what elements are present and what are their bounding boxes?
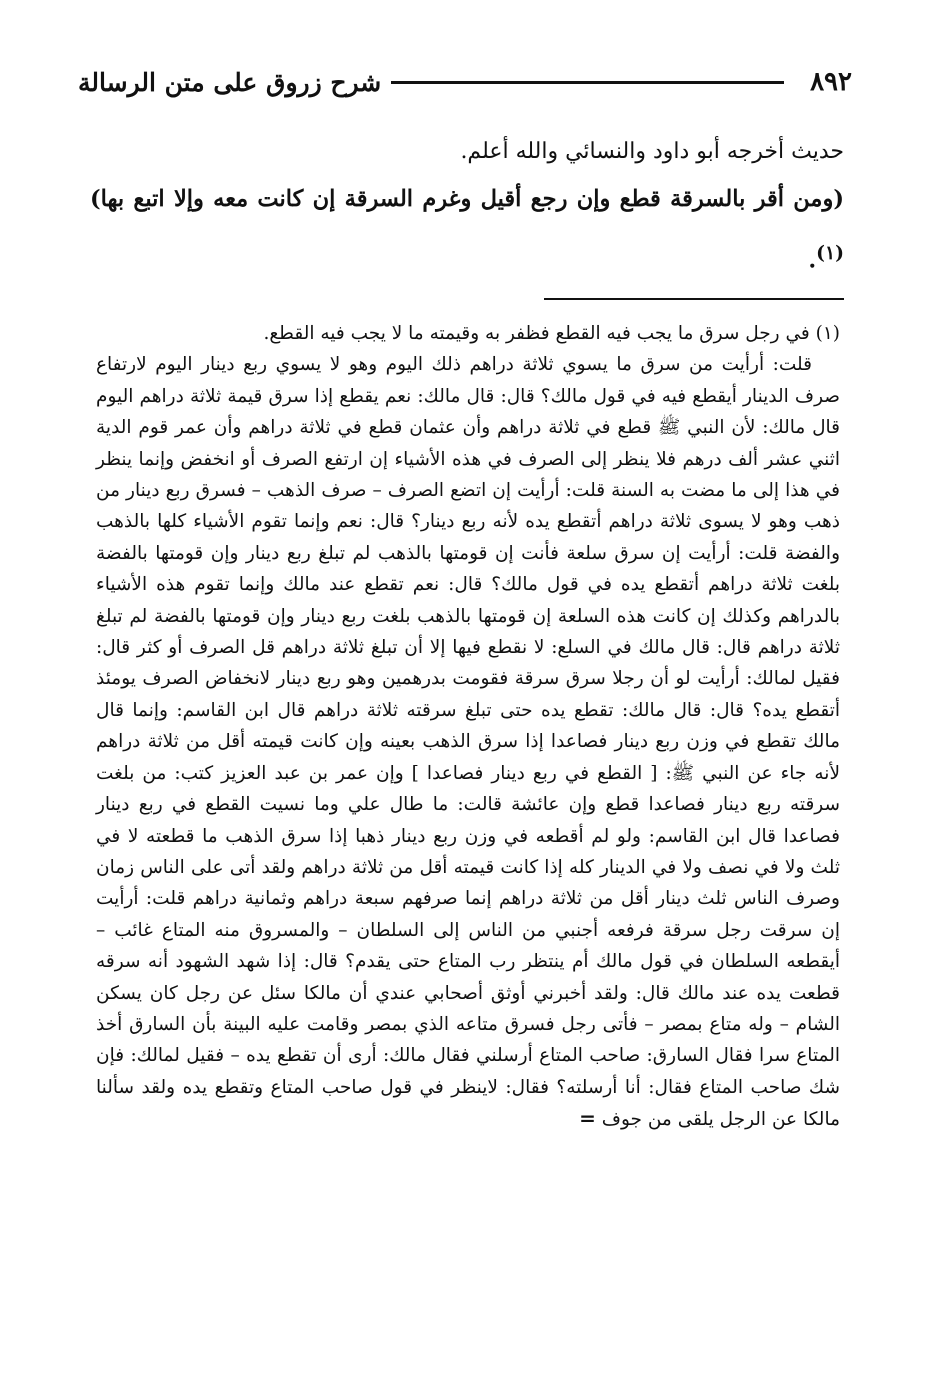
intro-line: حديث أخرجه أبو داود والنسائي والله أعلم. (460, 139, 844, 164)
page-header (78, 62, 852, 102)
footnote-separator (544, 298, 844, 300)
footnotes (96, 318, 840, 1136)
matn-quote-text: (ومن أقر بالسرقة قطع وإن رجع أقيل وغرم السرقة إن كانت معه وإلا اتبع بها) (90, 186, 844, 212)
quote-end: . (808, 247, 817, 274)
footnote-text (96, 349, 840, 1135)
page-number: ٨٩٢ (810, 67, 852, 97)
footnote-body: قلت: أرأيت من سرق ما يسوي ثلاثة دراهم ذلك اليوم وهو لا يسوي ربع دينار اليوم لارتفاع صرف الدينار أيقطع فيه في قول مالك؟ قال: قال مالك: نعم يقطع إذا سرق قيمة ثلاثة دراهم اليوم قال مالك: لأن النبي ﷺ قطع في ثلاثة دراهم وأن عثمان قطع في ثلاثة دراهم وأن عمر قوم الدية اثني عشر ألف درهم فلا ينظر إلى الصرف في هذه الأشياء إن ارتفع الصرف أو انخفض وإنما ينظر في هذا إلى ما مضت به السنة قلت: أرأيت إن اتضع الصرف – صرف الذهب – فسرق ربع دينار من ذهب وهو لا يسوى ثلاثة دراهم أتقطع يده لأنه ربع دينار؟ قال: نعم وإنما تقوم الأشياء كلها بالذهب والفضة قلت: أرأيت إن سرق سلعة فأنت إن قومتها بالذهب لم تبلغ ربع دينار وإن قومتها بالفضة بلغت ثلاثة دراهم أتقطع يده في قول مالك؟ قال: نعم تقطع عند مالك وإنما تقوم هذه الأشياء بالدراهم وكذلك إن كانت هذه السلعة إن قومتها بالذهب بلغت ربع دينار وإن قومتها بالفضة لم تبلغ ثلاثة دراهم قال: قال مالك في السلع: لا نقطع فيها إلا أن تبلغ ثلاثة دراهم قل الصرف أو كثر قال: فقيل لمالك: أرأيت لو أن رجلا سرق سرقة فقومت بدرهمين وهو ربع دينار لانخفاض الصرف يومئذ أتقطع يده؟ قال: قال مالك: تقطع يده حتى تبلغ سرقته ثلاثة دراهم قال ابن القاسم: وإنما قال مالك تقطع في وزن ربع دينار فصاعدا إذا سرق الذهب بعينه وإن كانت قيمته أقل من ثلاثة دراهم لأنه جاء عن النبي ﷺ: [ القطع في ربع دينار فصاعدا ] وإن عمر بن عبد العزيز كتب: من بلغت سرقته ربع دينار فصاعدا قطع وإن عائشة قالت: ما طال علي وما نسيت القطع في ربع دينار فصاعدا قال ابن القاسم: ولو لم أقطعه في وزن ربع دينار ذهبا إذا سرق الذهب ما قطعته لا في ثلث ولا في نصف ولا في الدينار كله إذا كانت قيمته أقل من ثلاثة دراهم ولقد أتى على الناس زمان وصرف الناس ثلث دينار أقل من ثلاثة دراهم إنما صرفهم سبعة دراهم وثمانية دراهم قلت: أرأيت إن سرقت رجل سرقة فرفعه أجنبي من الناس إلى السلطان – والمسروق منه المتاع غائب – أيقطعه السلطان في قول مالك أم ينتظر رب المتاع حتى يقدم؟ قال: إذا شهد الشهود أنه سرقه قطعت يده عند مالك قال: ولقد أخبرني أوثق أصحابي عندي أن مالكا سئل عن رجل كان يسكن الشام – وله متاع بمصر – فأتى رجل فسرق متاعه الذي بمصر وقامت عليه البينة بأن السارق أخذ المتاع سرا فقال السارق: صاحب المتاع أرسلني فقال مالك: أرى أن تقطع يده – فقيل لمالك: فإن شك صاحب المتاع فقال: أنا أرسلته؟ فقال: لاينظر في قول صاحب المتاع وتقطع يده ولقد سألنا مالكا عن الرجل يلقى من جوف (96, 354, 840, 1131)
main-text (90, 132, 844, 288)
matn-quote (90, 172, 844, 288)
footnote-ref: (١) (816, 242, 844, 264)
footnote-heading: (١) في رجل سرق ما يجب فيه القطع فظفر به وقيمته ما لا يجب فيه القطع. (263, 323, 840, 344)
book-title: شرح زروق على متن الرسالة (78, 67, 382, 97)
header-rule (391, 81, 784, 84)
continuation-mark: = (579, 1106, 596, 1131)
